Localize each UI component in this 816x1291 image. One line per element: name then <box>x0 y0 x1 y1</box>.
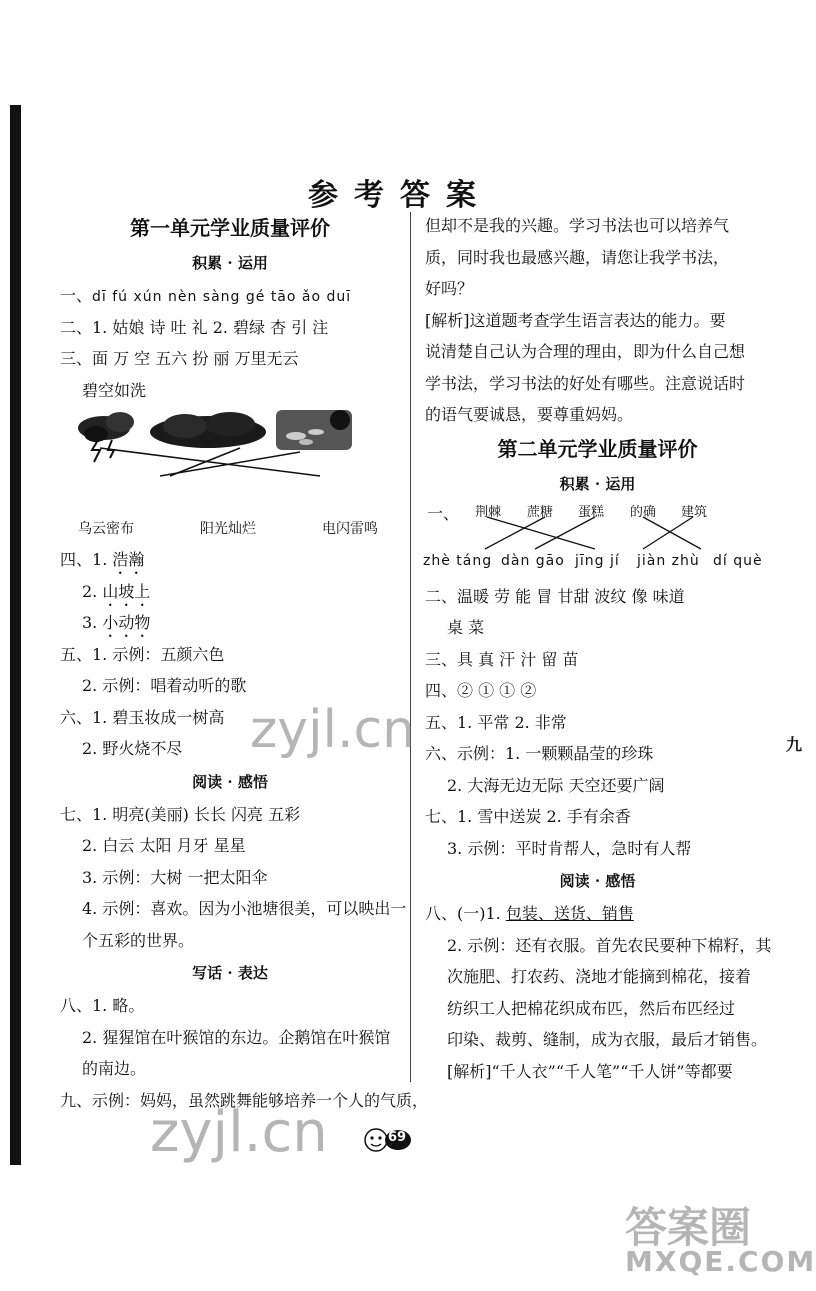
pinyin-3: jīng jí <box>575 552 620 569</box>
pinyin-1: zhè táng <box>423 552 493 569</box>
unit2-section-accumulate: 积累 · 运用 <box>559 474 636 493</box>
column-divider <box>410 212 411 1082</box>
q1-line: 一、dī fú xún nèn sàng gé tāo ǎo duī <box>60 286 352 305</box>
r-q8-line2: 2. 示例：还有衣服。首先农民要种下棉籽，其 <box>447 935 772 955</box>
q8-line1: 八、1. 略。 <box>60 996 145 1015</box>
unit1-section-writing: 写话 · 表达 <box>192 964 268 982</box>
q6-line2: 2. 野火烧不尽 <box>82 739 183 758</box>
q5-line1: 五、1. 示例：五颜六色 <box>60 644 225 664</box>
watermark-3: 答案圈 <box>625 1203 752 1252</box>
unit1-section-accumulate: 积累 · 运用 <box>192 254 268 272</box>
q7-line3: 3. 示例：大树 一把太阳伞 <box>82 867 268 887</box>
label-thunder: 电闪雷鸣 <box>322 521 378 537</box>
edge-character: 九 <box>786 735 803 754</box>
r-q8-line4: 纺织工人把棉花织成布匹，然后布匹经过 <box>447 998 736 1018</box>
r-q3-line: 三、具 真 汗 汁 留 苗 <box>425 649 579 669</box>
watermark-1: zyjl.cn <box>250 700 416 760</box>
r-q6-line2: 2. 大海无边无际 天空还要广阔 <box>447 775 665 795</box>
analysis1-line1: [解析]这道题考查学生语言表达的能力。要 <box>425 310 726 330</box>
r-q7-line2: 3. 示例：平时肯帮人，急时有人帮 <box>447 838 692 858</box>
q5-line2: 2. 示例：唱着动听的歌 <box>82 676 247 695</box>
q8-line3: 的南边。 <box>82 1059 147 1078</box>
label-dark-clouds: 乌云密布 <box>78 521 134 537</box>
left-column <box>60 210 429 1116</box>
page-number: 69 <box>388 1130 407 1145</box>
word-5: 建筑 <box>681 504 708 520</box>
analysis1-line4: 的语气要诚恳，要尊重妈妈。 <box>425 405 634 424</box>
analysis1-line2: 说清楚自己认为合理的理由，即为什么自己想 <box>425 342 746 361</box>
q7-line4: 4. 示例：喜欢。因为小池塘很美，可以映出一 <box>82 899 407 918</box>
cont-line2: 质，同时我也最感兴趣，请您让我学书法， <box>425 247 730 267</box>
r-q2-line1: 二、温暖 劳 能 冒 甘甜 波纹 像 味道 <box>425 586 685 606</box>
weather-pictures <box>60 406 400 514</box>
r-q2-line2: 桌 菜 <box>447 618 485 637</box>
q7-line2: 2. 白云 太阳 月牙 星星 <box>82 836 246 855</box>
r-q5-line: 五、1. 平常 2. 非常 <box>425 712 567 732</box>
pinyin-5: dí què <box>713 552 763 569</box>
q3-line: 三、面 万 空 五六 扮 丽 万里无云 <box>60 349 299 368</box>
q7-line5: 个五彩的世界。 <box>82 930 195 950</box>
r-q7-line1: 七、1. 雪中送炭 2. 手有余香 <box>425 807 631 826</box>
watermark-2: zyjl.cn <box>150 1100 328 1165</box>
word-1: 荆棘 <box>475 504 502 520</box>
dark-cloud-image <box>150 412 266 448</box>
q8-line2: 2. 猩猩馆在叶猴馆的东边。企鹅馆在叶猴馆 <box>82 1027 391 1047</box>
analysis1-line3: 学书法，学习书法的好处有哪些。注意说话时 <box>425 373 746 393</box>
unit1-heading: 第一单元学业质量评价 <box>130 216 330 240</box>
q4-line3: 3. 小动物 <box>82 613 151 632</box>
binding-spine <box>10 105 21 1165</box>
page-number-badge <box>362 1118 412 1158</box>
r-q8-line1: 八、(一)1. 包装、送货、销售 <box>425 904 634 923</box>
q3b-line: 碧空如洗 <box>82 380 147 400</box>
sunny-sky-image <box>276 410 352 450</box>
r-q4-line: 四、② ① ① ② <box>425 681 537 700</box>
analysis2-line1: [解析]“千人衣”“千人笔”“千人饼”等都要 <box>447 1061 733 1081</box>
q6-line1: 六、1. 碧玉妆成一树高 <box>60 707 225 727</box>
r-q8-line3: 次施肥、打农药、浇地才能摘到棉花，接着 <box>447 967 752 986</box>
pinyin-2: dàn gāo <box>501 552 565 569</box>
word-3: 蛋糕 <box>578 504 605 520</box>
word-2: 蔗糖 <box>527 504 554 520</box>
watermark-4: MXQE.COM <box>625 1245 816 1278</box>
r-q8-line5: 印染、裁剪、缝制，成为衣服，最后才销售。 <box>447 1030 768 1049</box>
unit2-section-reading: 阅读 · 感悟 <box>559 872 636 890</box>
cont-line3: 好吗？ <box>425 279 474 298</box>
word-4: 的确 <box>630 504 657 520</box>
q9-line1: 九、示例：妈妈，虽然跳舞能够培养一个人的气质， <box>60 1090 429 1110</box>
r-q6-line1: 六、示例：1. 一颗颗晶莹的珍珠 <box>425 744 654 763</box>
weather-labels <box>78 514 378 544</box>
label-sunshine: 阳光灿烂 <box>200 521 256 537</box>
q7-line1: 七、1. 明亮(美丽) 长长 闪亮 五彩 <box>60 804 301 824</box>
q4-line1: 四、1. 浩瀚 <box>60 550 145 569</box>
right-column <box>425 210 770 1087</box>
pinyin-4: jiàn zhù <box>637 552 700 569</box>
q1-matching: 一、 荆棘 蔗糖 蛋糕 的确 建筑 zhè táng dàn gāo jīng jí jiàn zhù dí què <box>425 501 770 581</box>
cont-line1: 但却不是我的兴趣。学习书法也可以培养气 <box>425 216 730 235</box>
unit2-heading: 第二单元学业质量评价 <box>497 436 698 461</box>
page-title: 参考答案 <box>308 178 492 213</box>
unit1-section-reading: 阅读 · 感悟 <box>192 772 268 791</box>
q2-line: 二、1. 姑娘 诗 吐 礼 2. 碧绿 杏 引 注 <box>60 317 329 337</box>
thunder-cloud-image <box>78 412 134 462</box>
q4-line2: 2. 山坡上 <box>82 581 151 601</box>
